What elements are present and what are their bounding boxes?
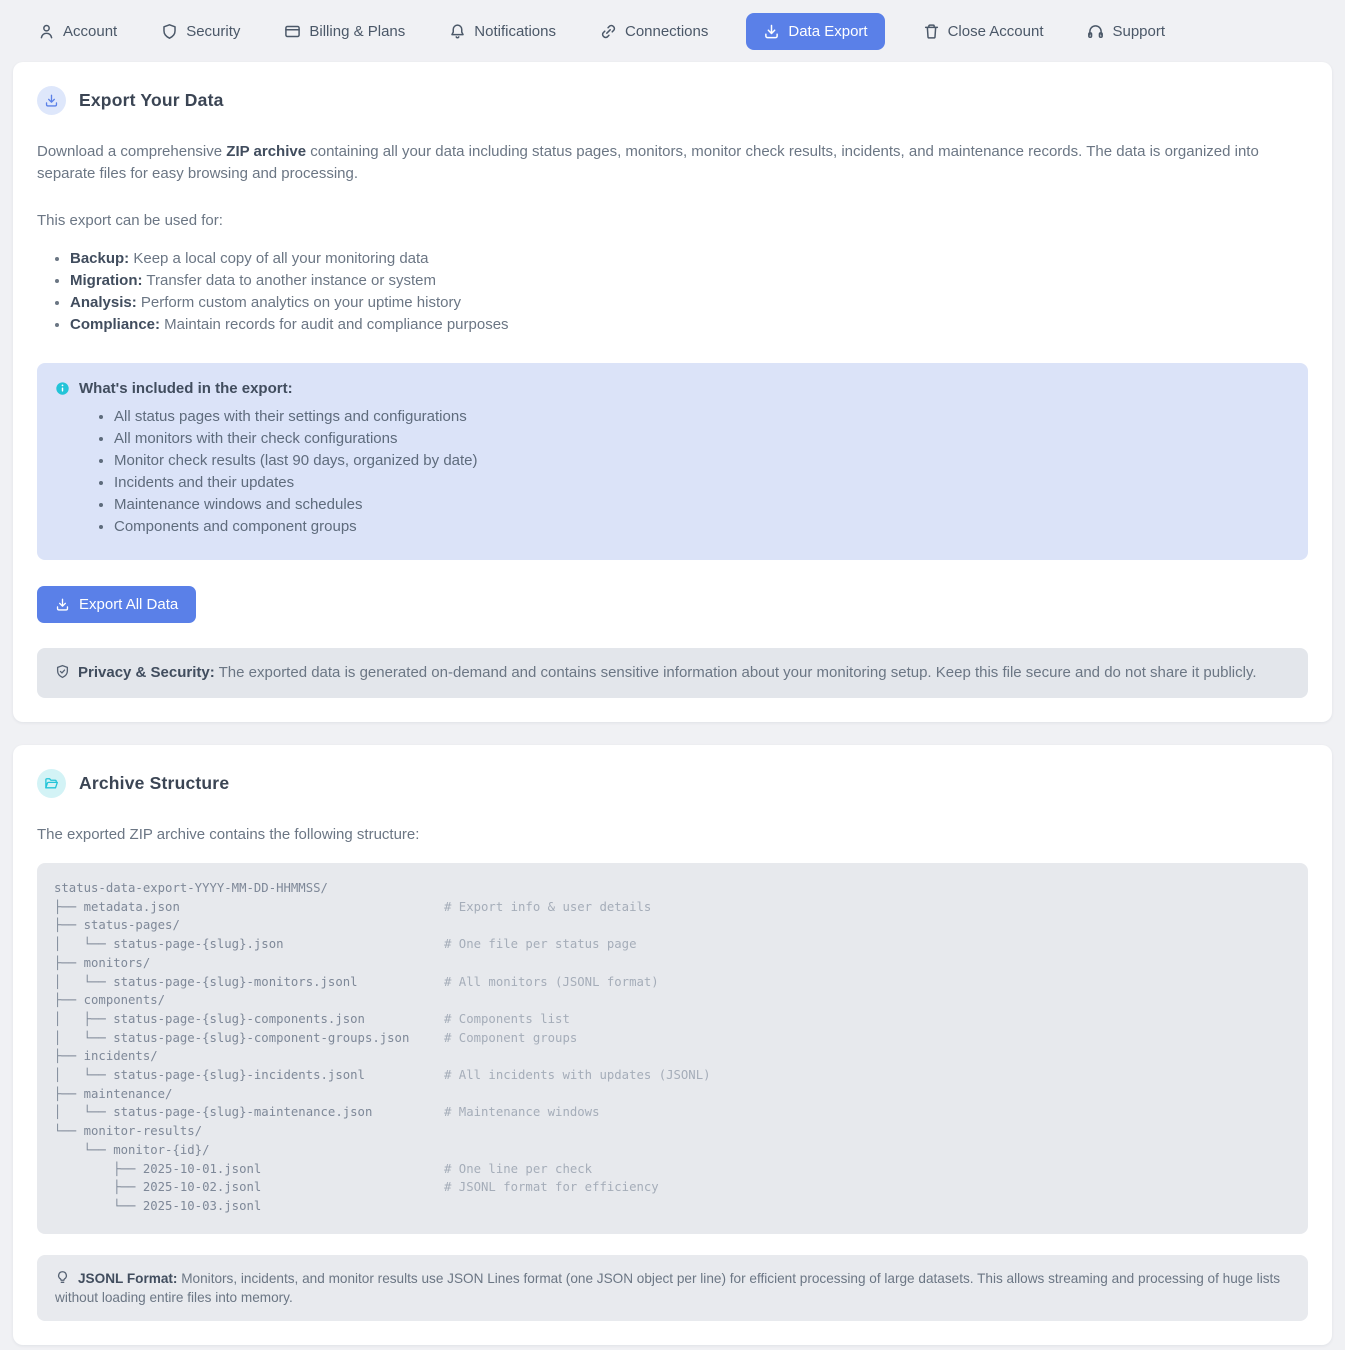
nav-tab-label: Account: [63, 22, 118, 40]
tree-line: [54, 1085, 1292, 1104]
shield-check-icon: [55, 664, 70, 679]
tree-path: ├── incidents/: [54, 1049, 158, 1064]
tree-line: [54, 898, 1292, 917]
usage-list-item: [70, 270, 1308, 292]
tree-path: ├── metadata.json: [54, 899, 180, 914]
nav-tab-label: Close Account: [947, 22, 1044, 40]
archive-card-title: Archive Structure: [79, 773, 230, 793]
nav-tab[interactable]: [284, 23, 405, 40]
credit-card-icon: [284, 23, 301, 40]
trash-icon: [923, 23, 940, 40]
usage-list: [70, 248, 1308, 336]
download-icon: [44, 93, 59, 108]
tree-line: [54, 973, 1292, 992]
tree-line: [54, 879, 1292, 898]
jsonl-term: JSONL Format:: [78, 1270, 178, 1286]
tree-line: [54, 1141, 1292, 1160]
export-header-badge: [37, 86, 66, 115]
download-icon: [763, 23, 780, 40]
tree-line: [54, 1029, 1292, 1048]
tree-path: ├── 2025-10-02.jsonl: [54, 1180, 262, 1195]
tree-path: │ ├── status-page-{slug}-components.json: [54, 1011, 365, 1026]
tree-line: [54, 935, 1292, 954]
tree-line: [54, 991, 1292, 1010]
tree-line: [54, 1103, 1292, 1122]
usage-term: Compliance:: [70, 316, 161, 333]
archive-tree-code-block: [37, 863, 1308, 1234]
tree-path: └── 2025-10-03.jsonl: [54, 1198, 262, 1213]
user-icon: [38, 23, 55, 40]
included-list-item: • Monitor check results (last 90 days, organized by date): [114, 450, 1288, 472]
tree-path: ├── 2025-10-01.jsonl: [54, 1161, 262, 1176]
tree-comment: # One line per check: [444, 1161, 593, 1176]
nav-tab[interactable]: [38, 23, 117, 40]
nav-tab[interactable]: [923, 23, 1044, 40]
privacy-term: Privacy & Security:: [78, 664, 215, 681]
tree-comment: # Export info & user details: [444, 899, 652, 914]
nav-tab-label: Support: [1112, 22, 1166, 40]
tree-path: │ └── status-page-{slug}-maintenance.json: [54, 1105, 373, 1120]
included-list-item: • Maintenance windows and schedules: [114, 494, 1288, 516]
tree-path: └── monitor-results/: [54, 1124, 203, 1139]
headset-icon: [1087, 23, 1104, 40]
archive-structure-card: [13, 745, 1332, 1345]
jsonl-text: Monitors, incidents, and monitor results use JSON Lines format (one JSON object per line) for efficient processing of large datasets. This allows streaming and processing of huge lists without loading entire files into memory.: [55, 1270, 1281, 1305]
jsonl-format-note: [37, 1255, 1308, 1321]
tree-comment: # JSONL format for efficiency: [444, 1180, 659, 1195]
tree-line: [54, 1122, 1292, 1141]
export-data-card: [13, 62, 1332, 722]
tree-path: ├── maintenance/: [54, 1086, 173, 1101]
export-intro-suffix: containing all your data including status pages, monitors, monitor check results, incidents, and maintenance records. The data is organized into separate files for easy browsing and processing.: [37, 143, 1259, 182]
export-card-title: Export Your Data: [79, 90, 224, 110]
usage-text: Transfer data to another instance or system: [142, 272, 436, 289]
usage-list-item: [70, 292, 1308, 314]
usage-heading: This export can be used for:: [37, 212, 223, 229]
usage-text: Perform custom analytics on your uptime history: [136, 294, 461, 311]
usage-list-item: [70, 248, 1308, 270]
nav-tab-label: Security: [186, 22, 241, 40]
usage-list-item: [70, 314, 1308, 336]
bulb-icon: [55, 1270, 70, 1285]
nav-tab[interactable]: [600, 23, 708, 40]
usage-term: Analysis:: [70, 294, 137, 311]
tree-comment: # Maintenance windows: [444, 1105, 600, 1120]
tree-comment: # Component groups: [444, 1030, 578, 1045]
included-info-box: [37, 363, 1308, 560]
nav-tab[interactable]: [161, 23, 240, 40]
tree-path: status-data-export-YYYY-MM-DD-HHMMSS/: [54, 881, 328, 895]
tree-comment: # Components list: [444, 1011, 570, 1026]
tree-path: └── monitor-{id}/: [54, 1142, 210, 1157]
export-intro-bold: ZIP archive: [226, 143, 307, 160]
tree-path: │ └── status-page-{slug}-component-groups.json: [54, 1030, 410, 1045]
included-list-item: • Components and component groups: [114, 516, 1288, 538]
shield-icon: [161, 23, 178, 40]
archive-header-badge: [37, 769, 66, 798]
tree-path: ├── monitors/: [54, 955, 151, 970]
nav-tab-label: Connections: [624, 22, 709, 40]
tree-line: [54, 1010, 1292, 1029]
tree-line: [54, 1160, 1292, 1179]
export-intro: [37, 141, 1308, 185]
export-button-label: Export All Data: [79, 596, 179, 613]
tree-line: [54, 916, 1292, 935]
export-card-header: [37, 86, 1308, 115]
tree-comment: # All incidents with updates (JSONL): [444, 1068, 711, 1083]
included-list-item: • Incidents and their updates: [114, 472, 1288, 494]
tree-line: [54, 1197, 1292, 1216]
nav-tab[interactable]: [746, 13, 884, 50]
tree-comment: # One file per status page: [444, 937, 637, 952]
included-list: [114, 406, 1288, 538]
tree-line: [54, 1178, 1292, 1197]
included-list-item: • All status pages with their settings and configurations: [114, 406, 1288, 428]
tree-line: [54, 1066, 1292, 1085]
archive-intro: The exported ZIP archive contains the following structure:: [37, 826, 420, 843]
tree-path: │ └── status-page-{slug}-incidents.jsonl: [54, 1068, 365, 1083]
link-icon: [600, 23, 617, 40]
nav-tab-label: Billing & Plans: [309, 22, 406, 40]
export-all-data-button[interactable]: [37, 586, 196, 623]
tree-path: │ └── status-page-{slug}.json: [54, 937, 284, 952]
export-intro-prefix: Download a comprehensive: [37, 143, 227, 160]
usage-term: Migration:: [70, 272, 143, 289]
included-header: [55, 380, 1288, 397]
download-icon: [55, 597, 70, 612]
tree-line: [54, 1047, 1292, 1066]
usage-text: Maintain records for audit and compliance purposes: [160, 316, 509, 333]
nav-tab-label: Data Export: [788, 22, 868, 40]
nav-tab[interactable]: [449, 23, 556, 40]
info-icon: [55, 381, 70, 396]
tree-path: ├── status-pages/: [54, 918, 180, 933]
privacy-security-note: [37, 648, 1308, 698]
settings-tab-bar: [0, 0, 1345, 62]
usage-term: Backup:: [70, 250, 130, 267]
included-list-item: • All monitors with their check configurations: [114, 428, 1288, 450]
nav-tab-label: Notifications: [474, 22, 556, 40]
nav-tab[interactable]: [1087, 23, 1165, 40]
tree-comment: # All monitors (JSONL format): [444, 974, 659, 989]
tree-path: ├── components/: [54, 993, 166, 1008]
archive-card-header: [37, 769, 1308, 798]
bell-icon: [449, 23, 466, 40]
folder-icon: [44, 776, 59, 791]
usage-text: Keep a local copy of all your monitoring data: [129, 250, 429, 267]
privacy-text: The exported data is generated on-demand and contains sensitive information about your monitoring setup. Keep this file secure and do not share it publicly.: [214, 664, 1257, 681]
tree-line: [54, 954, 1292, 973]
included-heading: What's included in the export:: [79, 380, 293, 397]
tree-path: │ └── status-page-{slug}-monitors.jsonl: [54, 974, 358, 989]
